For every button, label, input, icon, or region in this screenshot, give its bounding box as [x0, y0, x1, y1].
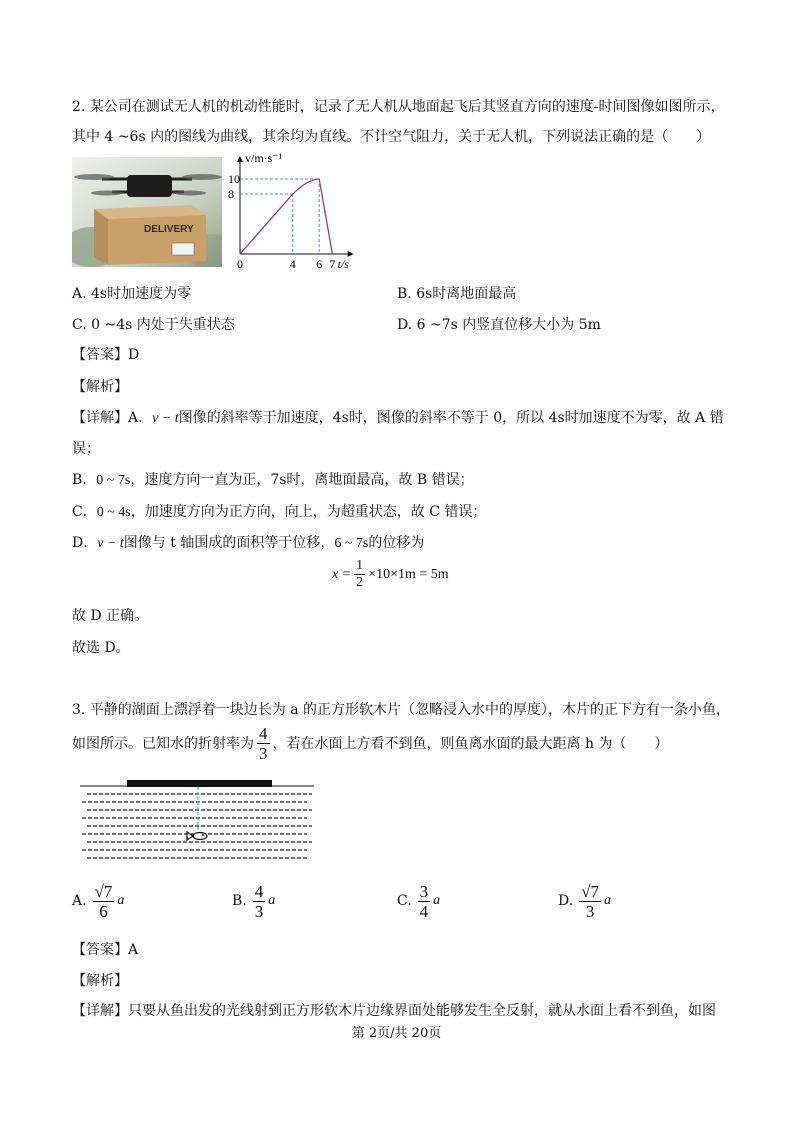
option-c-numerator: 3	[419, 881, 429, 901]
q2-option-b: B. 6s时离地面最高	[397, 286, 517, 302]
refractive-index-numerator: 4	[259, 723, 268, 743]
q2-detail-c-post: ，加速度方向为正方向，向上，为超重状态，故 C 错误；	[130, 504, 487, 520]
option-a-label: A.	[72, 893, 87, 909]
q3-option-c	[397, 878, 440, 924]
x-tick-label-4: 4	[289, 257, 296, 271]
q2-detail-c-range: 0 ~ 4s	[96, 505, 131, 520]
y-axis-label: v/m·s⁻¹	[245, 152, 283, 165]
option-d-numerator: √7	[581, 881, 600, 901]
q3-detail: 【详解】只要从鱼出发的光线射到正方形软木片边缘界面处能够发生全反射，就从水面上看不到鱼，如图	[72, 1003, 716, 1019]
q2-vt-symbol: v − t	[152, 411, 179, 426]
q2-detail-a-line1	[72, 408, 724, 429]
q2-detail-d-mid: 图像与 t 轴围成的面积等于位移，	[123, 535, 335, 551]
option-d-label: D.	[558, 893, 574, 909]
q2-detail-d-post: 的位移为	[368, 535, 425, 551]
x-tick-label-6: 6	[316, 257, 323, 271]
q3-analysis-title: 【解析】	[72, 973, 128, 989]
option-d-var: a	[604, 893, 612, 908]
q2-detail-a-line2: 误；	[72, 441, 100, 457]
q2-detail-a-pre: 【详解】A．	[72, 410, 153, 426]
x-tick-label-7: 7	[329, 257, 336, 271]
option-d-denominator: 3	[585, 901, 595, 921]
lake-diagram	[72, 772, 322, 867]
option-b-denominator: 3	[254, 901, 264, 921]
q2-detail-b	[72, 470, 474, 491]
q2-option-d: D. 6 ~7s 内竖直位移大小为 5m	[397, 317, 601, 333]
q3-stem-line1: 3. 平静的湖面上漂浮着一块边长为 a 的正方形软木片（忽略浸入水中的厚度），木片的正下方有一条小鱼，	[72, 702, 731, 718]
series-line	[240, 179, 332, 254]
cork-sheet	[127, 780, 272, 787]
q2-option-c: C. 0 ~4s 内处于失重状态	[72, 317, 235, 333]
q3-stem-line2-post: ，若在水面上方看不到鱼，则鱼离水面的最大距离 h 为（ ）	[272, 736, 669, 752]
q3-option-d	[558, 878, 611, 924]
q2-detail-d-vt: v − t	[97, 536, 124, 551]
q2-detail-d-pre: D．	[72, 535, 98, 551]
q2-detail-d	[72, 533, 424, 554]
q2-detail-c-pre: C．	[72, 504, 97, 520]
water-dashes	[82, 794, 312, 858]
option-c-label: C.	[397, 893, 412, 909]
y-tick-label-8: 8	[228, 187, 234, 201]
formula-rhs: ×10×1m = 5m	[368, 566, 449, 582]
q3-option-a	[72, 878, 124, 924]
page-footer: 第 2页/共 20页	[351, 1026, 442, 1041]
option-a-denominator: 6	[99, 901, 108, 921]
q2-stem-line2: 其中 4 ~6s 内的图线为曲线，其余均为直线。不计空气阻力，关于无人机，下列说法正确的是（ ）	[72, 129, 711, 145]
q2-detail-b-range: 0 ~ 7s	[96, 473, 131, 488]
option-b-var: a	[268, 893, 276, 908]
q2-conclusion: 故 D 正确。	[72, 608, 149, 624]
q2-choose: 故选 D。	[72, 640, 130, 656]
q2-detail-c	[72, 502, 486, 523]
y-axis-arrow	[237, 156, 243, 162]
q2-detail-d-range: 6 ~ 7s	[334, 536, 369, 551]
q2-option-a: A. 4s时加速度为零	[72, 286, 192, 302]
option-b-label: B.	[232, 893, 247, 909]
q2-answer: 【答案】D	[72, 347, 140, 363]
option-c-var: a	[433, 893, 441, 908]
q2-detail-b-pre: B．	[72, 472, 97, 488]
option-b-numerator: 4	[254, 881, 264, 901]
formula-denominator: 2	[356, 575, 364, 590]
drone-photo	[72, 157, 222, 267]
q3-answer: 【答案】A	[72, 942, 139, 958]
x-axis-label: t/s	[337, 257, 349, 271]
x-tick-label-0: 0	[237, 257, 243, 271]
option-a-numerator: √7	[94, 881, 113, 901]
q2-detail-a-post: 图像的斜率等于加速度，4s时，图像的斜率不等于 0，所以 4s时加速度不为零，故 A 错	[178, 410, 724, 426]
vt-chart	[228, 152, 363, 272]
q3-stem-line2-pre: 如图所示。已知水的折射率为	[72, 736, 254, 752]
q2-formula	[332, 558, 449, 591]
q3-options	[72, 878, 722, 928]
fish-icon	[187, 832, 207, 840]
option-a-var: a	[117, 893, 125, 908]
q3-stem-line2	[72, 723, 669, 763]
q3-option-b	[232, 878, 275, 924]
formula-numerator: 1	[356, 558, 364, 573]
y-tick-label-10: 10	[228, 172, 240, 186]
refractive-index-denominator: 3	[259, 743, 268, 763]
box-label: DELIVERY	[144, 224, 194, 235]
q2-stem-line1: 2. 某公司在测试无人机的机动性能时，记录了无人机从地面起飞后其竖直方向的速度-时间图像如图所示，	[72, 99, 725, 115]
q2-detail-b-post: ，速度方向一直为正，7s时，离地面最高，故 B 错误；	[130, 472, 474, 488]
formula-lhs: x =	[332, 566, 352, 582]
q2-analysis-title: 【解析】	[72, 379, 128, 395]
option-c-denominator: 4	[419, 901, 429, 921]
